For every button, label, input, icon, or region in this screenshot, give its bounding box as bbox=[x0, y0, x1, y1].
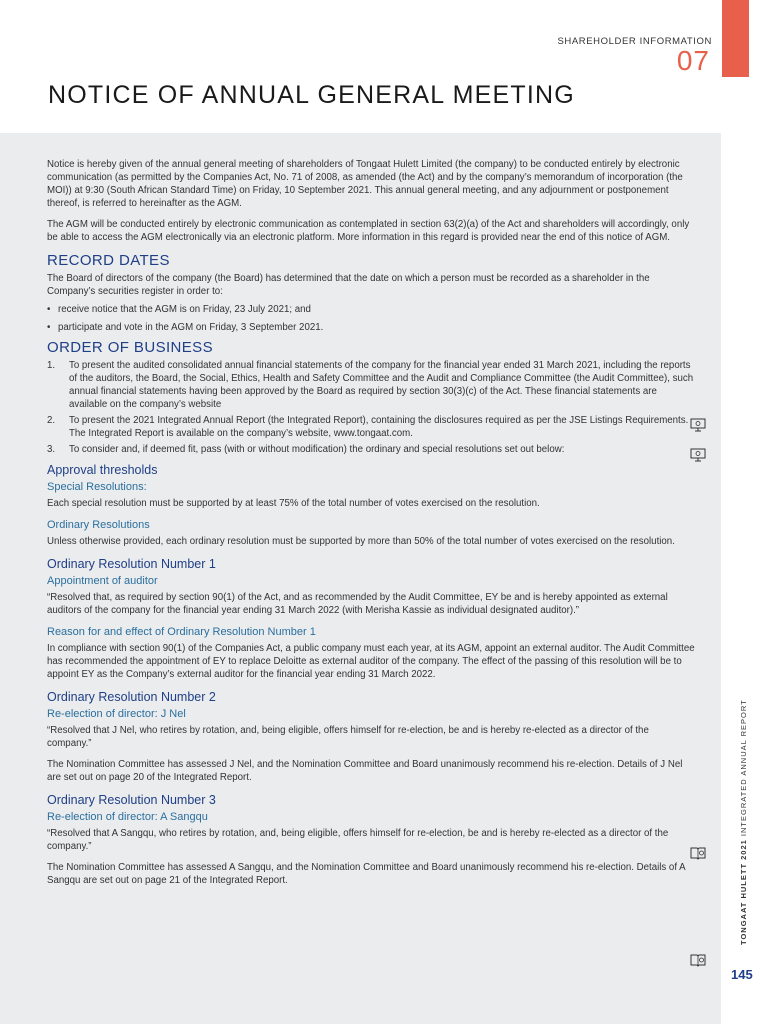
resolution-1-heading: Ordinary Resolution Number 1 bbox=[47, 557, 216, 571]
item-text: To present the 2021 Integrated Annual Report (the Integrated Report), containing the disclosures required as per the JSE Listings Requirements. The Integrated Report is available on the company’s website, www.tongaat.com. bbox=[69, 415, 689, 439]
resolution-1-subheading: Appointment of auditor bbox=[47, 575, 158, 587]
orange-tab bbox=[722, 0, 749, 77]
special-resolutions-text: Each special resolution must be supported by at least 75% of the total number of votes exercised on the resolution. bbox=[47, 498, 540, 509]
page-number: 145 bbox=[731, 967, 753, 982]
ordinary-resolutions-text: Unless otherwise provided, each ordinary resolution must be supported by more than 50% of the total number of votes exercised on the resolution. bbox=[47, 536, 675, 547]
chapter-number: 07 bbox=[676, 45, 710, 76]
book-reference-icon[interactable] bbox=[690, 953, 706, 967]
page-title: NOTICE OF ANNUAL GENERAL MEETING bbox=[48, 81, 575, 109]
resolution-3-text: “Resolved that A Sangqu, who retires by rotation, and, being eligible, offers himself for re-election, be and is hereby re-elected as a director of the company.” bbox=[47, 828, 669, 852]
resolution-2-text: “Resolved that J Nel, who retires by rotation, and, being eligible, offers himself for re-election, be and is hereby re-elected as a director of the company.” bbox=[47, 725, 649, 749]
resolution-3-heading: Ordinary Resolution Number 3 bbox=[47, 793, 216, 807]
list-item bbox=[47, 443, 695, 456]
record-dates-list bbox=[47, 303, 695, 334]
item-text: To consider and, if deemed fit, pass (with or without modification) the ordinary and special resolutions set out below: bbox=[69, 444, 565, 455]
list-item bbox=[47, 359, 695, 411]
item-number: 3. bbox=[47, 444, 56, 455]
record-dates-heading: RECORD DATES bbox=[47, 252, 170, 269]
resolution-3-subheading: Re-election of director: A Sangqu bbox=[47, 811, 208, 823]
record-dates-text: The Board of directors of the company (the Board) has determined that the date on which a person must be recorded as a shareholder in the Company’s securities register in order to: bbox=[47, 273, 650, 297]
resolution-1-reason-heading: Reason for and effect of Ordinary Resolution Number 1 bbox=[47, 626, 316, 638]
computer-monitor-icon[interactable] bbox=[690, 448, 706, 462]
ordinary-resolutions-heading: Ordinary Resolutions bbox=[47, 519, 150, 531]
section-label: SHAREHOLDER INFORMATION bbox=[557, 36, 712, 47]
report-name: INTEGRATED ANNUAL REPORT bbox=[739, 699, 748, 840]
computer-monitor-icon[interactable] bbox=[690, 418, 706, 432]
order-of-business-list bbox=[47, 359, 695, 456]
item-number: 1. bbox=[47, 360, 56, 371]
book-reference-icon[interactable] bbox=[690, 846, 706, 860]
resolution-2-subheading: Re-election of director: J Nel bbox=[47, 708, 186, 720]
resolution-2-heading: Ordinary Resolution Number 2 bbox=[47, 690, 216, 704]
item-text: To present the audited consolidated annual financial statements of the company for the financial year ended 31 March 2021, including the reports of the auditors, the Board, the Social, Ethics, Health and Safety Committee and the Audit and Compliance Committee (the Audit Committee), such annual financial statements having been approved by the Board as required by section 30(3)(c) of the Act. These financial statements are available on the company’s website bbox=[69, 360, 694, 410]
main-content bbox=[47, 158, 695, 895]
list-item: • participate and vote in the AGM on Friday, 3 September 2021. bbox=[47, 321, 695, 334]
resolution-1-text: “Resolved that, as required by section 90(1) of the Act, and as recommended by the Audit Committee, EY be and is hereby appointed as external auditors of the company for the financial year ending 31 March 2022 (with Merisha Kassie as individual designated auditor).” bbox=[47, 592, 668, 616]
order-of-business-heading: ORDER OF BUSINESS bbox=[47, 339, 213, 356]
intro-paragraph-2: The AGM will be conducted entirely by electronic communication as contemplated in section 63(2)(a) of the Act and shareholders will accordingly, only be able to access the AGM electronically via an electronic platform. More information in this regard is provided near the end of this notice of AGM. bbox=[47, 219, 690, 243]
intro-paragraph-1: Notice is hereby given of the annual general meeting of shareholders of Tongaat Hulett Limited (the company) to be conducted entirely by electronic communication (as permitted by the Companies Act, No. 71 of 2008, as amended (the Act) and by the company’s memorandum of incorporation (the MOI)) at 9:30 (South African Standard Time) on Friday, 10 September 2021. This annual general meeting, and any adjournment or postponement thereof, is referred to hereinafter as the AGM. bbox=[47, 159, 683, 209]
company-name: TONGAAT HULETT 2021 bbox=[739, 839, 748, 945]
resolution-2-recommendation: The Nomination Committee has assessed J Nel, and the Nomination Committee and Board unanimously recommend his re-election. Details of J Nel are set out on page 20 of the Integrated Report. bbox=[47, 759, 683, 783]
approval-thresholds-heading: Approval thresholds bbox=[47, 463, 158, 477]
list-item: • receive notice that the AGM is on Friday, 23 July 2021; and bbox=[47, 303, 695, 316]
list-item bbox=[47, 414, 695, 440]
resolution-1-reason-text: In compliance with section 90(1) of the Companies Act, a public company must each year, at its AGM, appoint an external auditor. The Audit Committee has recommended the appointment of EY to replace Deloitte as external auditor of the company. The effect of the passing of this resolution will be to appoint EY as the Company’s external auditor for the financial year ending 31 March 2022. bbox=[47, 643, 695, 680]
report-sidebar-label bbox=[739, 699, 748, 945]
special-resolutions-heading: Special Resolutions: bbox=[47, 481, 147, 493]
resolution-3-recommendation: The Nomination Committee has assessed A Sangqu, and the Nomination Committee and Board unanimously recommend his re-election. Details of A Sangqu are set out on page 21 of the Integrated Report. bbox=[47, 862, 686, 886]
item-number: 2. bbox=[47, 415, 56, 426]
